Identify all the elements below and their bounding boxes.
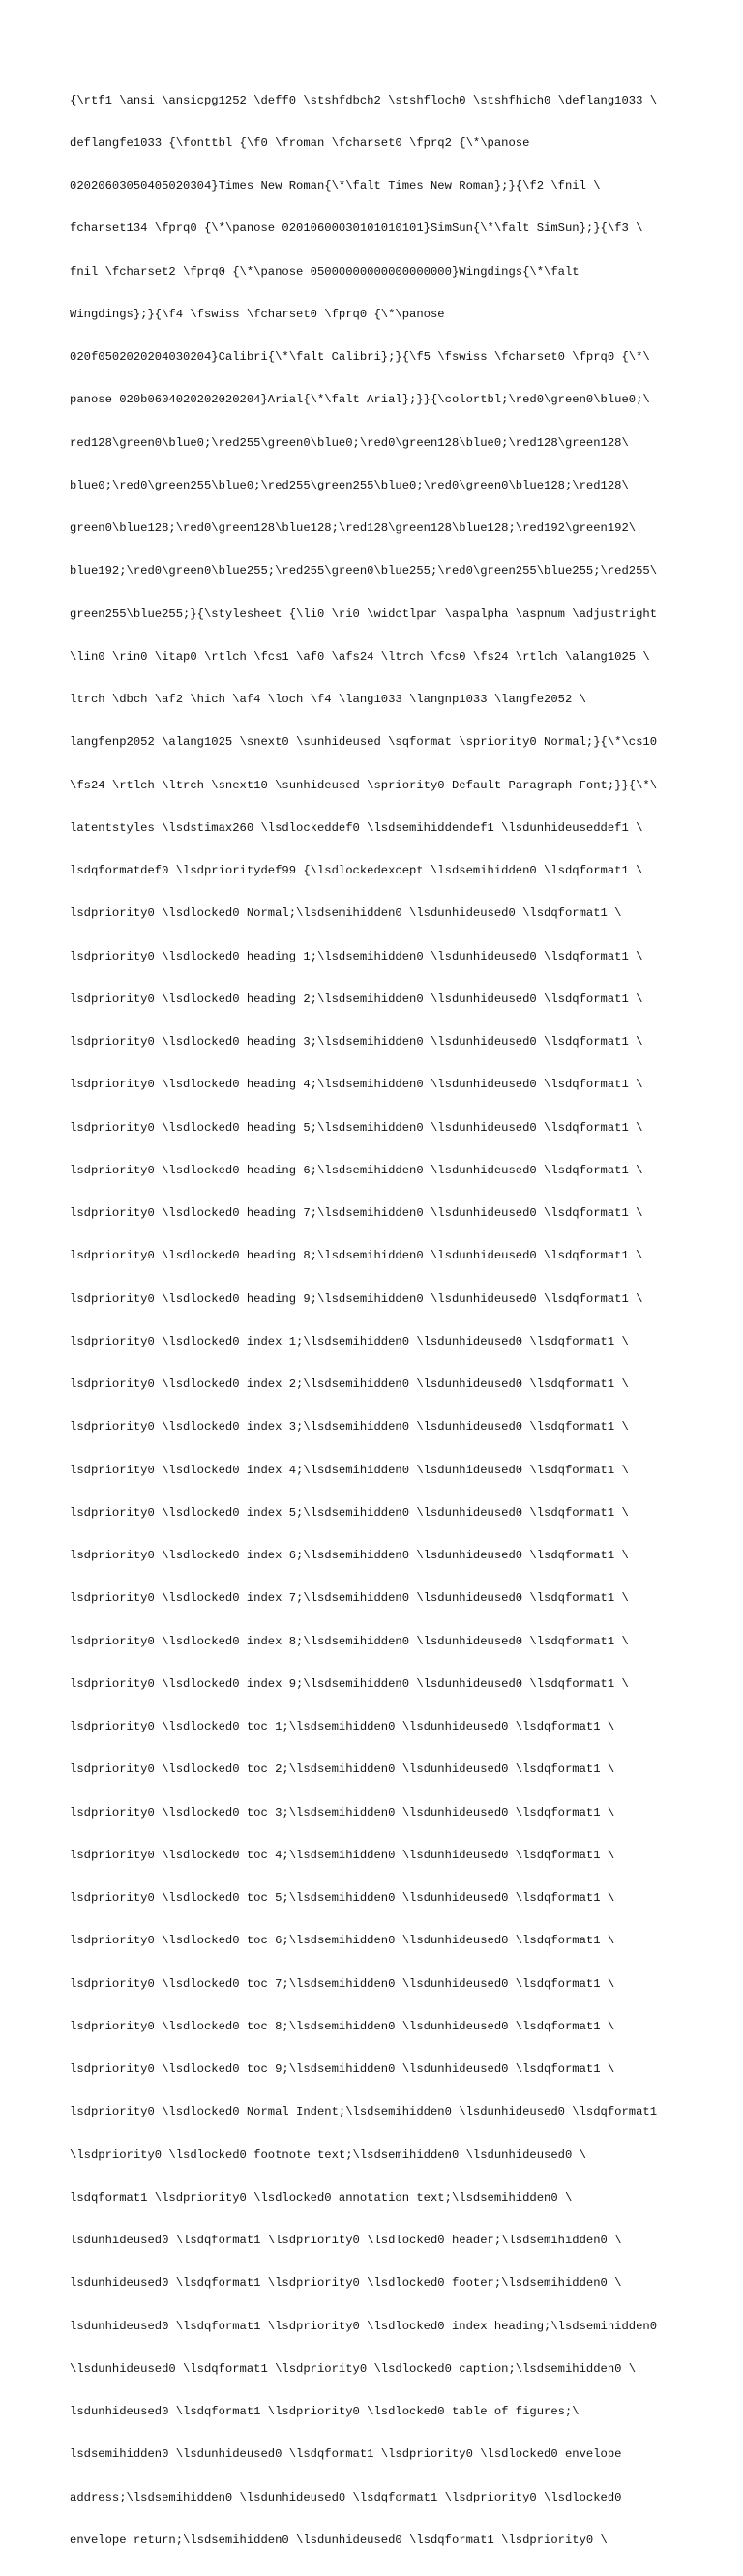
text-line: lsdpriority0 \lsdlocked0 index 1;\lsdsemihidden0 \lsdunhideused0 \lsdqformat1 \	[70, 1334, 629, 1348]
text-line: lsdpriority0 \lsdlocked0 index 9;\lsdsemihidden0 \lsdunhideused0 \lsdqformat1 \	[70, 1676, 629, 1691]
text-line: lsdpriority0 \lsdlocked0 index 2;\lsdsemihidden0 \lsdunhideused0 \lsdqformat1 \	[70, 1377, 629, 1391]
text-line: lsdpriority0 \lsdlocked0 index 4;\lsdsemihidden0 \lsdunhideused0 \lsdqformat1 \	[70, 1463, 629, 1477]
text-line: panose 020b0604020202020204}Arial{\*\falt Arial};}}{\colortbl;\red0\green0\blue0;\	[70, 393, 650, 407]
text-line: lsdpriority0 \lsdlocked0 heading 7;\lsdsemihidden0 \lsdunhideused0 \lsdqformat1 \	[70, 1206, 643, 1220]
text-line: green255\blue255;}{\stylesheet {\li0 \ri0 \widctlpar \aspalpha \aspnum \adjustright	[70, 607, 658, 621]
text-line: 020f0502020204030204}Calibri{\*\falt Calibri};}{\f5 \fswiss \fcharset0 \fprq0 {\*\	[70, 350, 650, 364]
text-line: red128\green0\blue0;\red255\green0\blue0;\red0\green128\blue0;\red128\green128\	[70, 435, 629, 450]
text-line: lsdpriority0 \lsdlocked0 toc 3;\lsdsemihidden0 \lsdunhideused0 \lsdqformat1 \	[70, 1805, 615, 1820]
text-line: lsdpriority0 \lsdlocked0 heading 1;\lsdsemihidden0 \lsdunhideused0 \lsdqformat1 \	[70, 949, 643, 963]
text-line: lsdqformatdef0 \lsdprioritydef99 {\lsdlockedexcept \lsdsemihidden0 \lsdqformat1 \	[70, 864, 643, 877]
text-line: lsdpriority0 \lsdlocked0 index 3;\lsdsemihidden0 \lsdunhideused0 \lsdqformat1 \	[70, 1420, 629, 1435]
text-line: lsdpriority0 \lsdlocked0 toc 7;\lsdsemihidden0 \lsdunhideused0 \lsdqformat1 \	[70, 1976, 615, 1991]
text-line: blue192;\red0\green0\blue255;\red255\green0\blue255;\red0\green255\blue255;\red255\	[70, 564, 658, 578]
text-line: \lsdunhideused0 \lsdqformat1 \lsdpriority0 \lsdlocked0 caption;\lsdsemihidden0 \	[70, 2361, 637, 2376]
text-line: lsdunhideused0 \lsdqformat1 \lsdpriority0 \lsdlocked0 table of figures;\	[70, 2405, 580, 2418]
text-line: lsdpriority0 \lsdlocked0 toc 9;\lsdsemihidden0 \lsdunhideused0 \lsdqformat1 \	[70, 2062, 615, 2076]
text-line: \lin0 \rin0 \itap0 \rtlch \fcs1 \af0 \afs24 \ltrch \fcs0 \fs24 \rtlch \alang1025 \	[70, 649, 650, 664]
text-line: {\rtf1 \ansi \ansicpg1252 \deff0 \stshfdbch2 \stshfloch0 \stshfhich0 \deflang1033 \	[70, 93, 658, 107]
text-line: fnil \fcharset2 \fprq0 {\*\panose 05000000000000000000}Wingdings{\*\falt	[70, 264, 580, 279]
text-line: lsdpriority0 \lsdlocked0 toc 4;\lsdsemihidden0 \lsdunhideused0 \lsdqformat1 \	[70, 1848, 615, 1862]
text-line: lsdpriority0 \lsdlocked0 heading 8;\lsdsemihidden0 \lsdunhideused0 \lsdqformat1 \	[70, 1249, 643, 1263]
text-line: lsdunhideused0 \lsdqformat1 \lsdpriority0 \lsdlocked0 index heading;\lsdsemihidden0	[70, 2319, 658, 2333]
text-line: fcharset134 \fprq0 {\*\panose 02010600030101010101}SimSun{\*\falt SimSun};}{\f3 \	[70, 222, 643, 236]
text-line: langfenp2052 \alang1025 \snext0 \sunhideused \sqformat \spriority0 Normal;}{\*\cs10	[70, 735, 658, 750]
text-line: ltrch \dbch \af2 \hich \af4 \loch \f4 \lang1033 \langnp1033 \langfe2052 \	[70, 693, 586, 706]
text-line: lsdpriority0 \lsdlocked0 toc 8;\lsdsemihidden0 \lsdunhideused0 \lsdqformat1 \	[70, 2019, 615, 2033]
text-line: lsdunhideused0 \lsdqformat1 \lsdpriority0 \lsdlocked0 footer;\lsdsemihidden0 \	[70, 2276, 622, 2291]
text-line: green0\blue128;\red0\green128\blue128;\red128\green128\blue128;\red192\green192\	[70, 521, 637, 535]
text-line: latentstyles \lsdstimax260 \lsdlockeddef0 \lsdsemihiddendef1 \lsdunhideuseddef1 \	[70, 820, 643, 835]
text-line: lsdpriority0 \lsdlocked0 toc 2;\lsdsemihidden0 \lsdunhideused0 \lsdqformat1 \	[70, 1762, 615, 1777]
rtf-source-text	[70, 65, 657, 2576]
text-line: lsdpriority0 \lsdlocked0 index 8;\lsdsemihidden0 \lsdunhideused0 \lsdqformat1 \	[70, 1634, 629, 1648]
text-line: Wingdings};}{\f4 \fswiss \fcharset0 \fprq0 {\*\panose	[70, 307, 445, 321]
text-line: blue0;\red0\green255\blue0;\red255\green255\blue0;\red0\green0\blue128;\red128\	[70, 478, 629, 492]
text-line: lsdsemihidden0 \lsdunhideused0 \lsdqformat1 \lsdpriority0 \lsdlocked0 envelope	[70, 2447, 622, 2462]
text-line: lsdpriority0 \lsdlocked0 heading 4;\lsdsemihidden0 \lsdunhideused0 \lsdqformat1 \	[70, 1078, 643, 1092]
text-line: lsdpriority0 \lsdlocked0 heading 6;\lsdsemihidden0 \lsdunhideused0 \lsdqformat1 \	[70, 1163, 643, 1177]
text-line: lsdunhideused0 \lsdqformat1 \lsdpriority0 \lsdlocked0 header;\lsdsemihidden0 \	[70, 2234, 622, 2247]
text-line: lsdpriority0 \lsdlocked0 toc 5;\lsdsemihidden0 \lsdunhideused0 \lsdqformat1 \	[70, 1891, 615, 1905]
text-line: lsdpriority0 \lsdlocked0 Normal Indent;\lsdsemihidden0 \lsdunhideused0 \lsdqformat1	[70, 2105, 658, 2119]
text-line: address;\lsdsemihidden0 \lsdunhideused0 \lsdqformat1 \lsdpriority0 \lsdlocked0	[70, 2490, 622, 2504]
text-line: lsdpriority0 \lsdlocked0 index 7;\lsdsemihidden0 \lsdunhideused0 \lsdqformat1 \	[70, 1591, 629, 1606]
text-line: lsdpriority0 \lsdlocked0 Normal;\lsdsemihidden0 \lsdunhideused0 \lsdqformat1 \	[70, 906, 622, 921]
text-line: deflangfe1033 {\fonttbl {\f0 \froman \fcharset0 \fprq2 {\*\panose	[70, 135, 530, 150]
text-line: lsdpriority0 \lsdlocked0 heading 9;\lsdsemihidden0 \lsdunhideused0 \lsdqformat1 \	[70, 1291, 643, 1306]
text-line: lsdpriority0 \lsdlocked0 heading 2;\lsdsemihidden0 \lsdunhideused0 \lsdqformat1 \	[70, 992, 643, 1006]
text-line: lsdpriority0 \lsdlocked0 toc 1;\lsdsemihidden0 \lsdunhideused0 \lsdqformat1 \	[70, 1720, 615, 1733]
text-line: lsdpriority0 \lsdlocked0 index 5;\lsdsemihidden0 \lsdunhideused0 \lsdqformat1 \	[70, 1505, 629, 1520]
text-line: 02020603050405020304}Times New Roman{\*\falt Times New Roman};}{\f2 \fnil \	[70, 179, 601, 192]
text-line: \lsdpriority0 \lsdlocked0 footnote text;\lsdsemihidden0 \lsdunhideused0 \	[70, 2147, 586, 2162]
text-line: lsdpriority0 \lsdlocked0 toc 6;\lsdsemihidden0 \lsdunhideused0 \lsdqformat1 \	[70, 1934, 615, 1948]
text-line: lsdqformat1 \lsdpriority0 \lsdlocked0 annotation text;\lsdsemihidden0 \	[70, 2190, 573, 2205]
text-line: lsdpriority0 \lsdlocked0 heading 3;\lsdsemihidden0 \lsdunhideused0 \lsdqformat1 \	[70, 1035, 643, 1049]
text-line: lsdpriority0 \lsdlocked0 heading 5;\lsdsemihidden0 \lsdunhideused0 \lsdqformat1 \	[70, 1120, 643, 1135]
text-line: lsdpriority0 \lsdlocked0 index 6;\lsdsemihidden0 \lsdunhideused0 \lsdqformat1 \	[70, 1549, 629, 1562]
text-line: \fs24 \rtlch \ltrch \snext10 \sunhideused \spriority0 Default Paragraph Font;}}{\*\	[70, 778, 658, 792]
text-line: envelope return;\lsdsemihidden0 \lsdunhideused0 \lsdqformat1 \lsdpriority0 \	[70, 2532, 608, 2547]
